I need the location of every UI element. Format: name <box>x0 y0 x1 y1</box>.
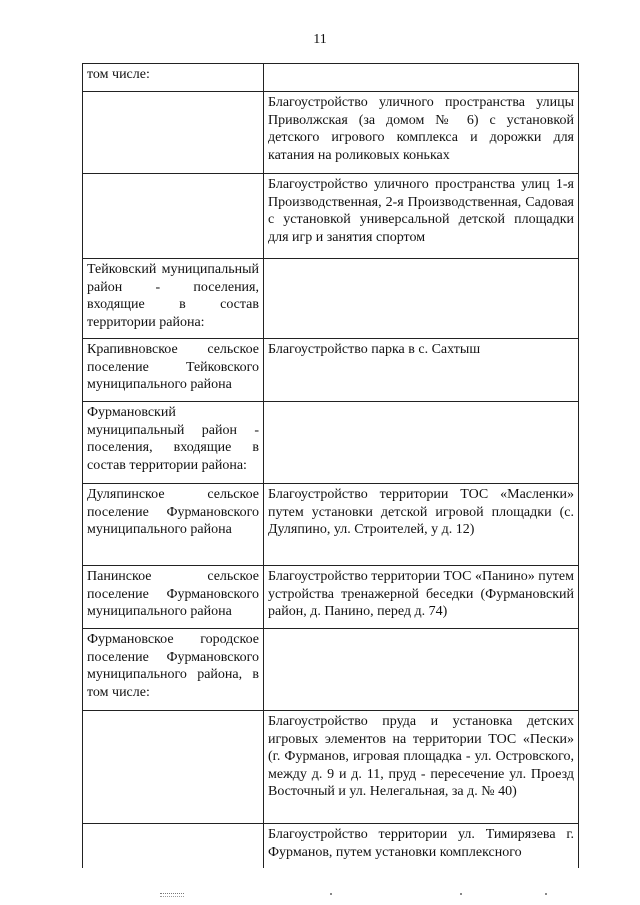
settlement-cell: Дуляпинское сельское поселение Фурмановского муниципального района <box>83 484 264 566</box>
project-cell: Благоустройство территории ТОС «Масленки» путем установки детской игровой площадки (с. Дуляпино, ул. Строителей, у д. 12) <box>264 484 579 566</box>
table-row <box>83 92 579 174</box>
settlement-cell: Фурмановский муниципальный район - поселения, входящие в состав территории района: <box>83 402 264 484</box>
projects-table <box>82 63 579 868</box>
project-cell: Благоустройство парка в с. Сахтыш <box>264 339 579 402</box>
page-number: 11 <box>313 32 327 47</box>
settlement-cell <box>83 711 264 824</box>
settlement-cell: Панинское сельское поселение Фурмановского муниципального района <box>83 566 264 629</box>
project-cell <box>264 402 579 484</box>
table-row <box>83 711 579 824</box>
settlement-cell: Крапивновское сельское поселение Тейковского муниципального района <box>83 339 264 402</box>
project-cell: Благоустройство территории ТОС «Панино» путем устройства тренажерной беседки (Фурмановский район, д. Панино, перед д. 74) <box>264 566 579 629</box>
project-cell <box>264 629 579 711</box>
table-row <box>83 174 579 259</box>
table-row <box>83 339 579 402</box>
table-row <box>83 64 579 92</box>
table-row <box>83 259 579 339</box>
table-row <box>83 566 579 629</box>
settlement-cell <box>83 824 264 868</box>
settlement-cell: Тейковский муниципальный район - поселения, входящие в состав территории района: <box>83 259 264 339</box>
table-row <box>83 629 579 711</box>
table-row <box>83 402 579 484</box>
settlement-cell: Фурмановское городское поселение Фурмановского муниципального района, в том числе: <box>83 629 264 711</box>
project-cell: Благоустройство уличного пространства улицы Приволжская (за домом № 6) с установкой детского игрового комплекса и дорожки для катания на роликовых коньках <box>264 92 579 174</box>
settlement-cell <box>83 92 264 174</box>
project-cell: Благоустройство территории ул. Тимирязева г. Фурманов, путем установки комплексного <box>264 824 579 868</box>
settlement-cell: том числе: <box>83 64 264 92</box>
scan-artifact <box>545 893 547 895</box>
table-row <box>83 824 579 868</box>
project-cell <box>264 259 579 339</box>
project-cell: Благоустройство пруда и установка детских игровых элементов на территории ТОС «Пески» (г. Фурманов, игровая площадка - ул. Островского, между д. 9 и д. 11, пруд - пересечение ул. Проезд Восточный и ул. Нелегальная, за д. № 40) <box>264 711 579 824</box>
scan-artifact <box>160 893 184 897</box>
scan-artifact <box>460 893 462 895</box>
table-row <box>83 484 579 566</box>
project-cell: Благоустройство уличного пространства улиц 1-я Производственная, 2-я Производственная, Садовая с установкой универсальной детской площадки для игр и занятия спортом <box>264 174 579 259</box>
settlement-cell <box>83 174 264 259</box>
project-cell <box>264 64 579 92</box>
scan-artifact <box>330 893 332 895</box>
